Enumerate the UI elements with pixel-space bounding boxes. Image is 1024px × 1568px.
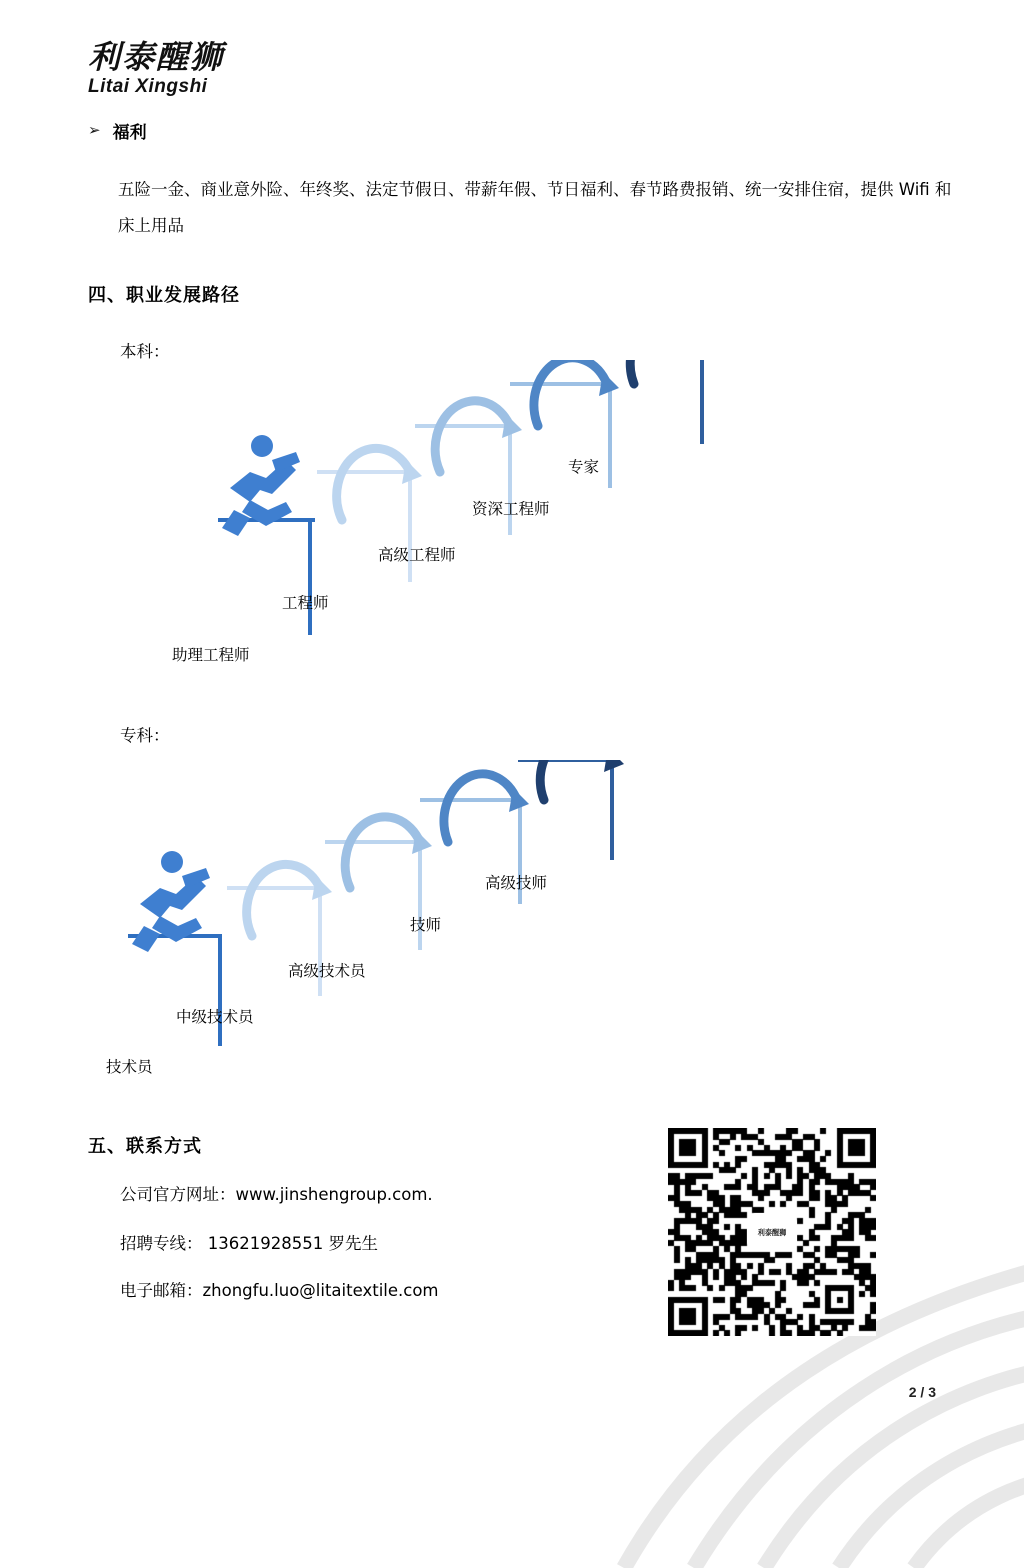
- contact-email: 电子邮箱：zhongfu.luo@litaitextile.com: [120, 1281, 439, 1300]
- logo-chinese-text: 利泰醒狮: [88, 38, 225, 76]
- benefits-bullet-row: [88, 118, 147, 143]
- qr-center-logo: [749, 1215, 795, 1249]
- logo-english-text: Litai Xingshi: [88, 76, 208, 98]
- qr-code: [668, 1128, 876, 1336]
- step-label-2: 高级工程师: [378, 546, 456, 564]
- contact-phone: 招聘专线： 13621928551 罗先生: [120, 1234, 378, 1253]
- company-logo: [88, 40, 388, 98]
- career-path-diagram-college: [60, 760, 760, 1080]
- step-label-3: 资深工程师: [472, 500, 550, 518]
- step-label-3: 技师: [410, 916, 442, 934]
- step-label-1: 工程师: [282, 594, 329, 612]
- contact-website: 公司官方网址：www.jinshengroup.com.: [120, 1185, 433, 1204]
- step-label-4: 高级技师: [485, 874, 548, 892]
- arrow-bullet-icon: ➢: [88, 122, 101, 139]
- step-label-4: 专家: [568, 458, 600, 476]
- benefits-title: 福利: [112, 123, 147, 143]
- page-number: 2 / 3: [908, 1384, 936, 1400]
- step-label-0: 技术员: [106, 1058, 153, 1076]
- qr-center-logo-text: 利泰醒狮: [757, 1227, 787, 1237]
- career-path-diagram-bachelor: [110, 360, 810, 680]
- bachelor-track-label: 本科：: [120, 342, 170, 361]
- benefits-paragraph: 五险一金、商业意外险、年终奖、法定节假日、带薪年假、节日福利、春节路费报销、统一安排住宿，提供 Wifi 和床上用品: [118, 180, 952, 236]
- step-label-2: 高级技术员: [288, 962, 366, 980]
- section-heading-contact: 五、联系方式: [88, 1136, 202, 1157]
- college-track-label: 专科：: [120, 726, 170, 745]
- section-heading-career: 四、职业发展路径: [88, 285, 240, 306]
- step-label-0: 助理工程师: [172, 646, 250, 664]
- step-label-1: 中级技术员: [176, 1008, 254, 1026]
